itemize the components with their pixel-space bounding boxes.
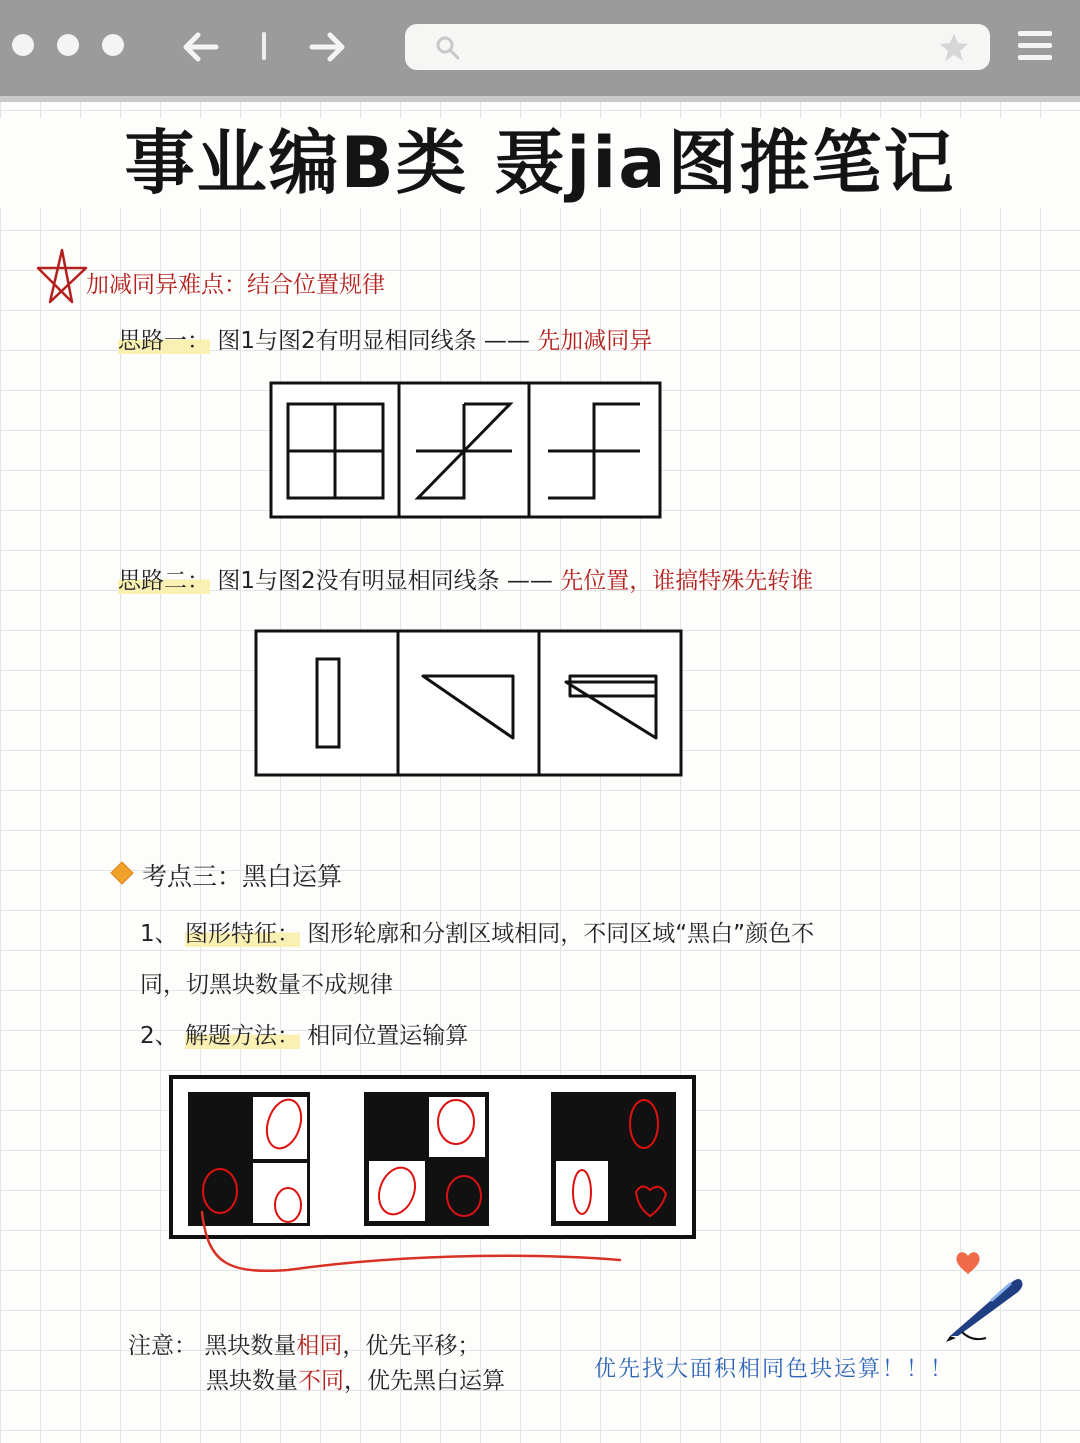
note-prefix: 注意： [128,1333,197,1359]
item1-num: 1、 [140,921,178,947]
idea1-red-text: 先加减同异 [537,328,653,354]
back-arrow-icon[interactable] [180,30,220,64]
note-line1 [128,1327,480,1360]
note-line1-b: ，优先平移； [342,1333,481,1359]
bw-figure-b [364,1092,489,1226]
idea2-label: 思路二： [118,568,210,594]
note-tip: 优先找大面积相同色块运算！！！ [594,1357,955,1382]
address-bar[interactable] [405,24,990,70]
pen-icon [942,1272,1026,1344]
note-line1-a: 黑块数量 [204,1333,297,1359]
item2-num: 2、 [140,1023,178,1049]
item1-label: 图形特征： [184,921,300,947]
idea2-text: 图1与图2没有明显相同线条 —— [217,568,553,594]
star-icon [34,246,90,308]
item2-label: 解题方法： [184,1023,300,1049]
browser-toolbar [0,0,1080,102]
idea2-red-text: 先位置，谁搞特殊先转谁 [560,568,814,594]
item2-text: 相同位置运输算 [307,1023,469,1049]
section1-heading: 加减同异难点：结合位置规律 [86,272,385,298]
diamond-bullet-icon [110,861,134,885]
idea2-line [118,562,813,595]
window-minimize-dot[interactable] [57,34,79,56]
bw-figure-a [188,1092,310,1226]
item1-text: 图形轮廓和分割区域相同，不同区域“黑白”颜色不 [307,921,815,947]
forward-arrow-icon[interactable] [308,30,348,64]
window-maximize-dot[interactable] [102,34,124,56]
star-bookmark-icon[interactable] [938,32,970,62]
item1-line [140,915,814,948]
nav-separator [262,32,266,60]
note-line2-red: 不同 [298,1368,344,1394]
note-line2 [206,1362,505,1395]
item2-line [140,1017,468,1050]
item1-line2: 同，切黑块数量不成规律 [140,972,393,998]
page-title: 事业编B类 聂jia图推笔记 [0,118,1080,208]
note-line2-a: 黑块数量 [206,1368,298,1394]
idea1-label: 思路一： [118,328,210,354]
figure-set-3 [168,1074,698,1280]
note-line1-red: 相同 [296,1333,343,1359]
search-icon [435,35,461,61]
idea1-text: 图1与图2有明显相同线条 —— [217,328,530,354]
figure-set-2 [253,628,685,780]
note-line2-b: ，优先黑白运算 [344,1368,505,1394]
section2-heading: 考点三：黑白运算 [142,862,343,891]
figure-set-1 [268,380,664,522]
bw-figure-c [551,1092,676,1226]
hamburger-menu-icon[interactable] [1018,31,1052,67]
window-close-dot[interactable] [12,34,34,56]
idea1-line [118,322,652,355]
